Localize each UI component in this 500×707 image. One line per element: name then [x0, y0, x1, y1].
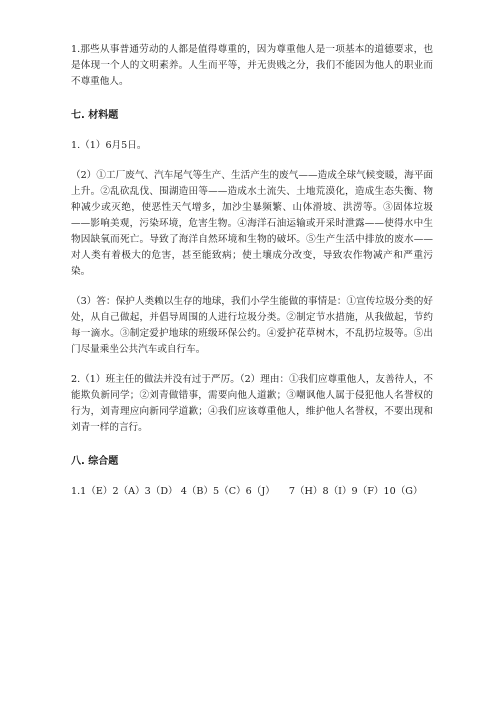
answer-7-2: 2.（1）班主任的做法并没有过于严厉。（2）理由：①我们应尊重他人，友善待人，不能欺负新同学；②刘青做错事，需要向他人道歉；③嘲讽他人属于侵犯他人名誉权的行为，刘青理应向新同学道歉；④我们应该尊重他人，维护他人名誉权，不要出现和刘青一样的言行。 — [71, 374, 433, 433]
section-8-heading: 八. 综合题 — [71, 456, 119, 467]
document-page — [71, 42, 433, 500]
answer-8-group-1: 1.1（E）2（A）3（D） 4（B）5（C）6（J） — [71, 486, 275, 497]
answer-7-1-1: 1.（1）6月5日。 — [71, 140, 147, 151]
section-7-heading: 七. 材料题 — [71, 110, 119, 121]
answer-8-group-2: 7（H）8（I）9（F）10（G） — [288, 486, 423, 497]
answer-7-1-3: （3）答：保护人类赖以生存的地球，我们小学生能做的事情是：①宣传垃圾分类的好处，从自己做起，并倡导周围的人进行垃圾分类。②制定节水措施，从我做起，节约每一滴水。③制定爱护地球的班级环保公约。④爱护花草树木，不乱扔垃圾等。⑤出门尽量乘坐公共汽车或自行车。 — [71, 296, 433, 355]
intro-paragraph: 1.那些从事普通劳动的人都是值得尊重的，因为尊重他人是一项基本的道德要求，也是体现一个人的文明素养。人生而平等，并无贵贱之分，我们不能因为他人的职业而不尊重他人。 — [71, 44, 433, 87]
answer-8-matching — [71, 484, 433, 500]
answer-7-1-2: （2）①工厂废气、汽车尾气等生产、生活产生的废气——造成全球气候变暖，海平面上升。②乱砍乱伐、围湖造田等——造成水土流失、土地荒漠化，造成生态失衡、物种减少或灭绝，使恶性天气增多，加沙尘暴频繁、山体滑坡、洪涝等。③固体垃圾——影响美观，污染环境，危害生物。④海洋石油运输或开采时泄露——使得水中生物因缺氧而死亡。导致了海洋自然环境和生物的破坏。⑤生产生活中排放的废水——对人类有着极大的危害，甚至能致病；使土壤成分改变，导致农作物减产和严重污染。 — [71, 170, 433, 277]
